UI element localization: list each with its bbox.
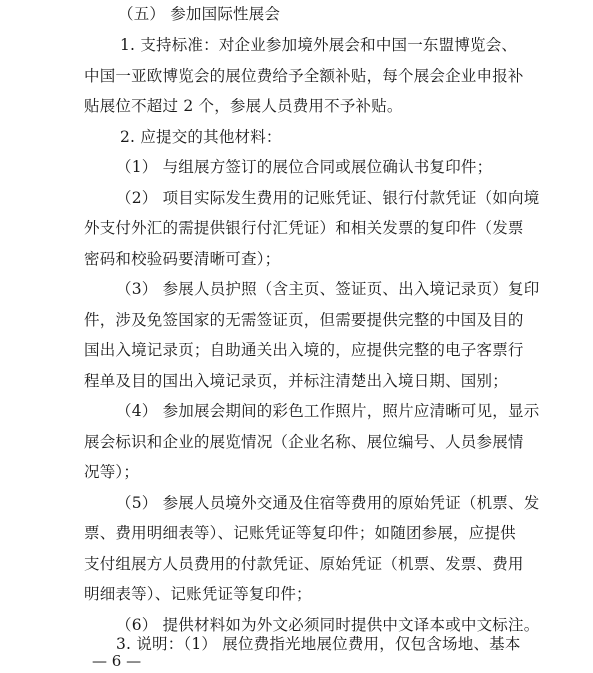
paragraph-line: 贴展位不超过 2 个，参展人员费用不予补贴。 [84, 97, 403, 115]
paragraph-line: （1） 与组展方签订的展位合同或展位确认书复印件； [116, 158, 493, 176]
paragraph-line: 况等）； [84, 463, 140, 481]
paragraph-line: 明细表等）、记账凭证等复印件； [84, 585, 312, 603]
paragraph-line: 国出入境记录页；自助通关出入境的，应提供完整的电子客票行 [84, 341, 524, 359]
paragraph-line: （4） 参加展会期间的彩色工作照片，照片应清晰可见，显示 [116, 402, 540, 420]
paragraph-line: 票、费用明细表等）、记账凭证等复印件；如随团参展，应提供 [84, 524, 516, 542]
paragraph-line: 3. 说明：（1） 展位费指光地展位费用，仅包含场地、基本 [116, 635, 521, 653]
paragraph-line: （6） 提供材料如为外文必须同时提供中文译本或中文标注。 [116, 616, 540, 634]
page-number: — 6 — [92, 652, 142, 670]
section-heading: （五） 参加国际性展会 [118, 5, 281, 23]
paragraph-line: 程单及目的国出入境记录页，并标注清楚出入境日期、国别； [84, 372, 508, 390]
paragraph-line: 展会标识和企业的展览情况（企业名称、展位编号、人员参展情 [84, 433, 524, 451]
paragraph-line: 1. 支持标准：对企业参加境外展会和中国一东盟博览会、 [120, 36, 518, 54]
paragraph-line: （2） 项目实际发生费用的记账凭证、银行付款凭证（如向境 [116, 189, 540, 207]
paragraph-line: 密码和校验码要清晰可查）； [84, 250, 281, 268]
paragraph-line: 支付组展方人员费用的付款凭证、原始凭证（机票、发票、费用 [84, 555, 524, 573]
paragraph-line: （5） 参展人员境外交通及住宿等费用的原始凭证（机票、发 [116, 494, 540, 512]
paragraph-line: 2. 应提交的其他材料： [120, 128, 282, 146]
paragraph-line: （3） 参展人员护照（含主页、签证页、出入境记录页）复印 [116, 280, 540, 298]
paragraph-line: 中国一亚欧博览会的展位费给予全额补贴，每个展会企业申报补 [84, 67, 524, 85]
paragraph-line: 件，涉及免签国家的无需签证页，但需要提供完整的中国及目的 [84, 311, 524, 329]
paragraph-line: 外支付外汇的需提供银行付汇凭证）和相关发票的复印件（发票 [84, 219, 524, 237]
